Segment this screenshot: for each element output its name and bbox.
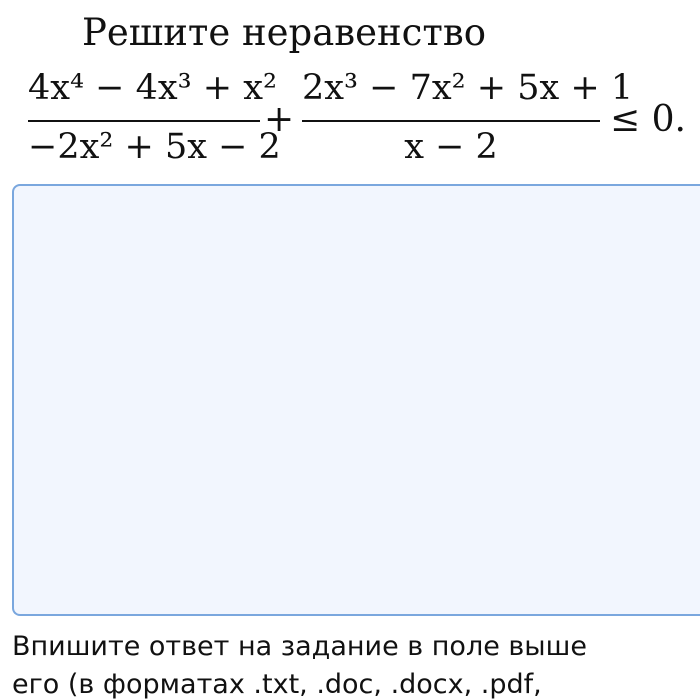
answer-input[interactable]	[12, 184, 700, 616]
fraction-1-numerator: 4x⁴ − 4x³ + x²	[28, 68, 277, 108]
fraction-2-numerator: 2x³ − 7x² + 5x + 1	[302, 68, 634, 108]
fraction-2-bar	[302, 120, 600, 122]
inequality-formula	[0, 66, 700, 170]
answer-hint	[12, 628, 700, 699]
relation-operator: ≤ 0.	[610, 99, 686, 140]
plus-operator: +	[264, 99, 295, 140]
fraction-1-bar	[28, 120, 260, 122]
task-title: Решите неравенство	[82, 11, 486, 54]
hint-line-2: его (в форматах .txt, .doc, .docx, .pdf,	[12, 669, 542, 699]
fraction-2-denominator: x − 2	[404, 127, 498, 167]
hint-line-1: Впишите ответ на задание в поле выше	[12, 631, 587, 662]
fraction-1	[28, 66, 281, 170]
fraction-1-denominator: −2x² + 5x − 2	[28, 127, 281, 167]
fraction-2	[302, 66, 634, 170]
